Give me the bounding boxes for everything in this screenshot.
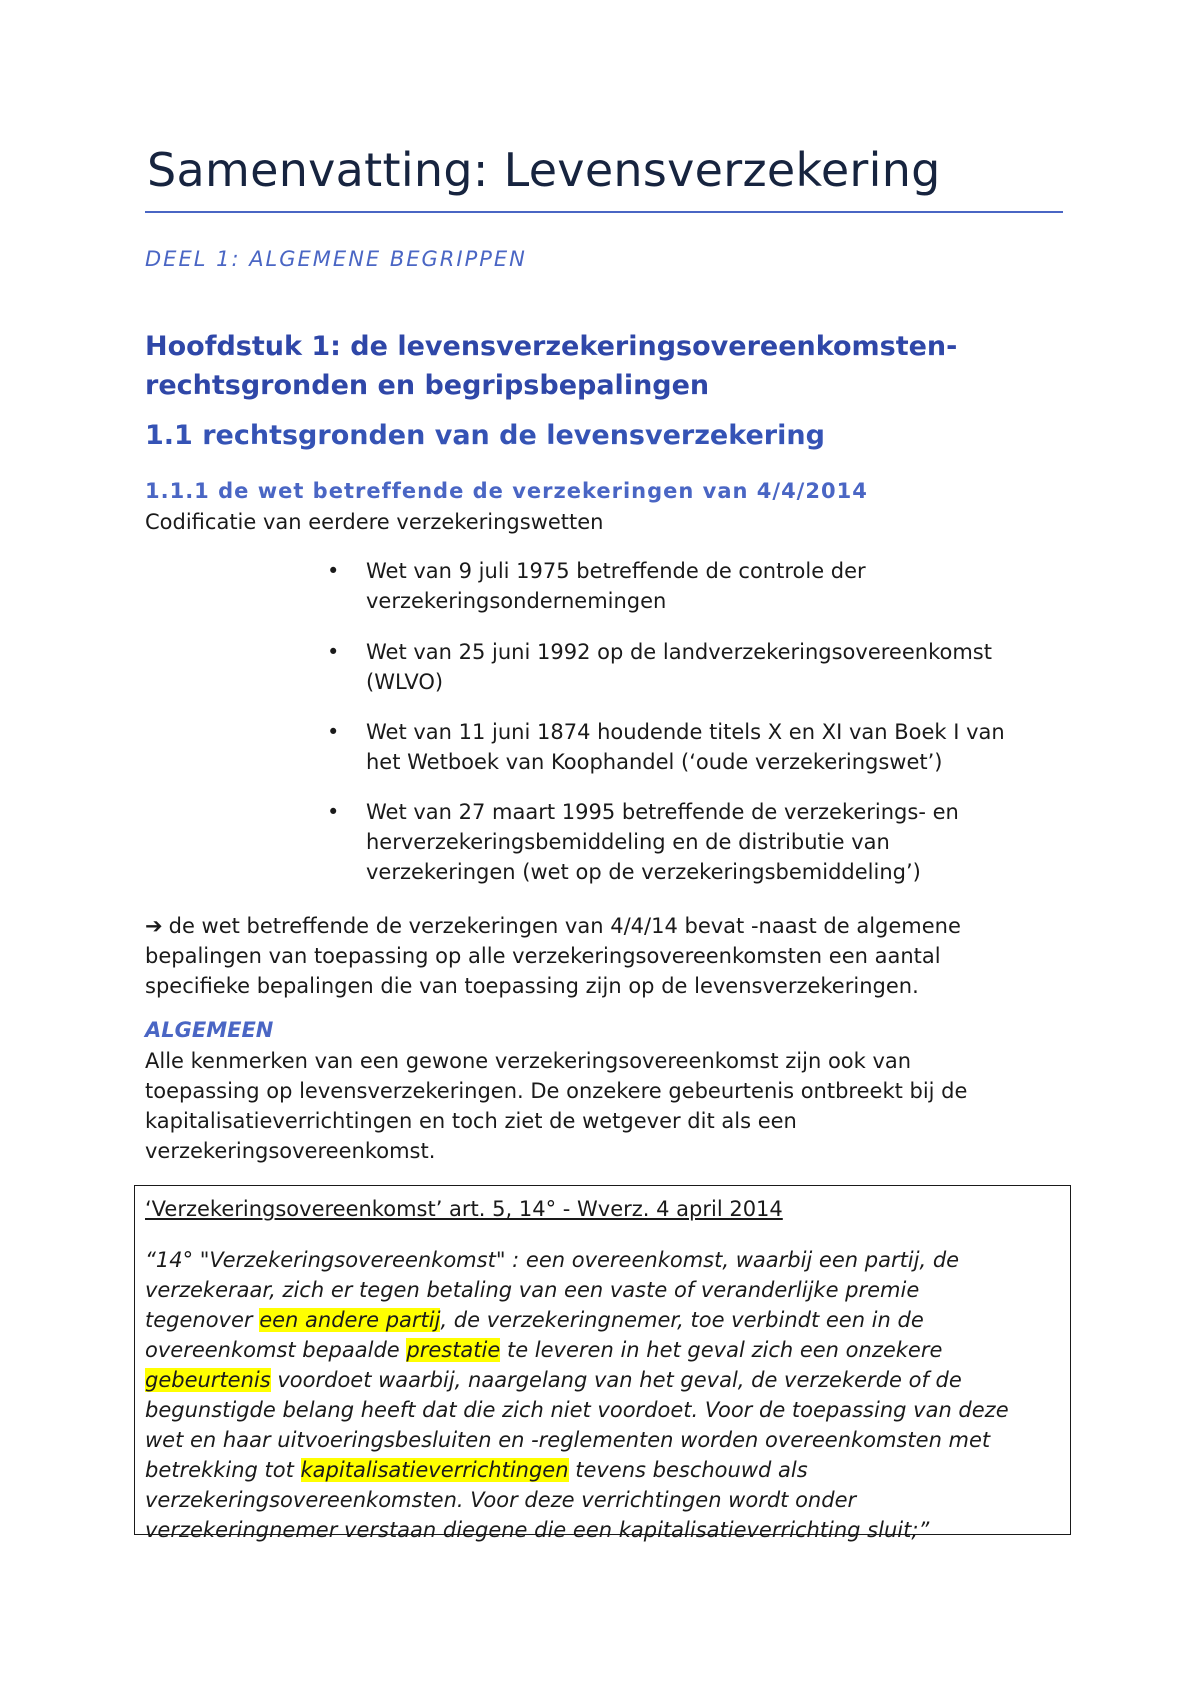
- section-heading: 1.1 rechtsgronden van de levensverzekering: [145, 420, 825, 451]
- list-item-line: (WLVO): [366, 670, 444, 694]
- list-item-line: het Wetboek van Koophandel (‘oude verzekeringswet’): [366, 750, 943, 774]
- highlighted-term: gebeurtenis: [145, 1368, 271, 1392]
- list-item-line: Wet van 27 maart 1995 betreffende de verzekerings- en: [366, 800, 959, 824]
- list-item-line: Wet van 25 juni 1992 op de landverzekeringsovereenkomst: [366, 640, 992, 664]
- quote-line: verzekeringsovereenkomsten. Voor deze verrichtingen wordt onder: [145, 1488, 857, 1512]
- highlighted-term: kapitalisatieverrichtingen: [300, 1458, 569, 1482]
- part-heading: DEEL 1: ALGEMENE BEGRIPPEN: [145, 247, 527, 271]
- bullet-icon: •: [327, 640, 340, 664]
- arrow-right-icon: ➔: [145, 914, 163, 938]
- quote-line: [145, 1455, 1009, 1485]
- bullet-icon: •: [327, 720, 340, 744]
- quote-fragment: , de verzekeringnemer, toe verbindt een in de: [440, 1308, 924, 1332]
- document-title: Samenvatting: Levensverzekering: [147, 143, 941, 197]
- quote-line: verzekeraar, zich er tegen betaling van een vaste of veranderlijke premie: [145, 1278, 920, 1302]
- intro-text: Codificatie van eerdere verzekeringswetten: [145, 510, 604, 534]
- quote-fragment: tegenover: [145, 1308, 260, 1332]
- list-item-line: herverzekeringsbemiddeling en de distributie van: [366, 830, 890, 854]
- quote-line: [145, 1335, 1009, 1365]
- conclusion-paragraph: [145, 911, 961, 1001]
- quote-line: [145, 1305, 1009, 1335]
- chapter-heading-line: Hoofdstuk 1: de levensverzekeringsovereenkomsten-: [145, 331, 958, 362]
- paragraph-line: specifieke bepalingen die van toepassing zijn op de levensverzekeringen.: [145, 974, 919, 998]
- paragraph-line: kapitalisatieverrichtingen en toch ziet de wetgever dit als een: [145, 1109, 797, 1133]
- quote-line: verzekeringnemer verstaan diegene die een kapitalisatieverrichting sluit;”: [145, 1518, 930, 1542]
- paragraph-line: verzekeringsovereenkomst.: [145, 1139, 436, 1163]
- highlighted-term: prestatie: [406, 1338, 501, 1362]
- chapter-heading-line: rechtsgronden en begripsbepalingen: [145, 370, 710, 401]
- quote-line: [145, 1365, 1009, 1395]
- list-item-line: verzekeringsondernemingen: [366, 589, 667, 613]
- list-item-line: Wet van 9 juli 1975 betreffende de controle der: [366, 559, 866, 583]
- quote-line: begunstigde belang heeft dat die zich niet voordoet. Voor de toepassing van deze: [145, 1398, 1009, 1422]
- law-quote-box: [134, 1185, 1071, 1542]
- paragraph-line: de wet betreffende de verzekeringen van 4/4/14 bevat -naast de algemene: [168, 914, 961, 938]
- subsection-heading: 1.1.1 de wet betreffende de verzekeringen van 4/4/2014: [145, 479, 868, 503]
- paragraph-line: Alle kenmerken van een gewone verzekeringsovereenkomst zijn ook van: [145, 1049, 912, 1073]
- highlighted-term: een andere partij: [259, 1308, 441, 1332]
- title-underline: [145, 211, 1063, 213]
- chapter-heading: [145, 327, 957, 405]
- quote-line: “14° "Verzekeringsovereenkomst" : een overeenkomst, waarbij een partij, de: [145, 1248, 960, 1272]
- quote-fragment: overeenkomst bepaalde: [145, 1338, 407, 1362]
- quote-reference: ‘Verzekeringsovereenkomst’ art. 5, 14° - Wverz. 4 april 2014: [145, 1197, 783, 1221]
- bullet-icon: •: [327, 800, 340, 824]
- quote-fragment: te leveren in het geval zich een onzekere: [500, 1338, 943, 1362]
- list-item-line: Wet van 11 juni 1874 houdende titels X en XI van Boek I van: [366, 720, 1005, 744]
- paragraph-line: bepalingen van toepassing op alle verzekeringsovereenkomsten een aantal: [145, 944, 941, 968]
- quote-line: wet en haar uitvoeringsbesluiten en -reglementen worden overeenkomsten met: [145, 1428, 991, 1452]
- quote-fragment: voordoet waarbij, naargelang van het geval, de verzekerde of de: [270, 1368, 962, 1392]
- general-paragraph: [145, 1046, 967, 1166]
- bullet-icon: •: [327, 559, 340, 583]
- general-heading: ALGEMEEN: [145, 1018, 274, 1042]
- list-item-line: verzekeringen (wet op de verzekeringsbemiddeling’): [366, 860, 921, 884]
- paragraph-line: toepassing op levensverzekeringen. De onzekere gebeurtenis ontbreekt bij de: [145, 1079, 968, 1103]
- quote-fragment: tevens beschouwd als: [568, 1458, 808, 1482]
- quote-text: [145, 1245, 1009, 1545]
- quote-fragment: betrekking tot: [145, 1458, 301, 1482]
